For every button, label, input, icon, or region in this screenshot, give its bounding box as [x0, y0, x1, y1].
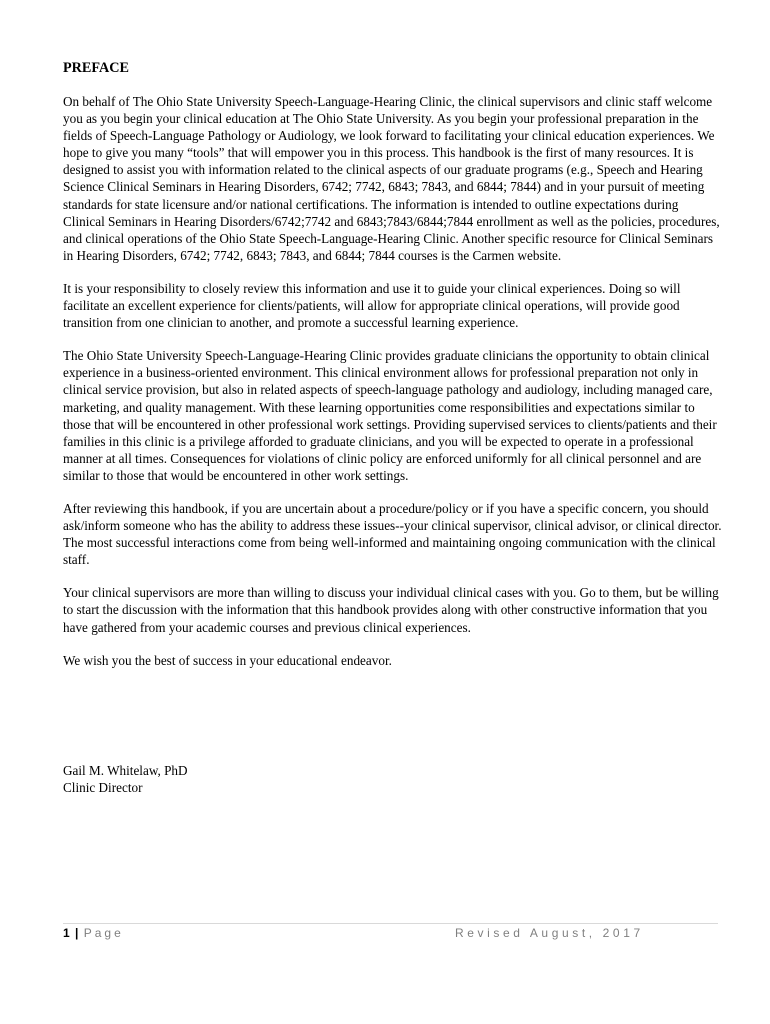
paragraph-welcome: On behalf of The Ohio State University Speech-Language-Hearing Clinic, the clinical supervisors and clinic staff welcome you as you begin your clinical education at The Ohio State University. As you begin your professional preparation in the fields of Speech-Language Pathology or Audiology, we look forward to facilitating your clinical education experiences. We hope to give you many “tools” that will empower you in this process. This handbook is the first of many resources. It is designed to assist you with information related to the clinical aspects of our graduate programs (e.g., Speech and Hearing Science Clinical Seminars in Hearing Disorders, 6742; 7742, 6843; 7843, and 6844; 7844) and in your pursuit of meeting standards for state licensure and/or national certifications. The information is intended to outline expectations during Clinical Seminars in Hearing Disorders/6742;7742 and 6843;7843/6844;7844 enrollment as well as the policies, procedures, and clinical operations of the Ohio State Speech-Language-Hearing Clinic. Another specific resource for Clinical Seminars in Hearing Disorders, 6742; 7742, 6843; 7843, and 6844; 7844 courses is the Carmen website.: [63, 94, 720, 263]
signature-title: Clinic Director: [63, 780, 143, 796]
footer-page-label: Page: [83, 926, 124, 940]
paragraph-supervisors: Your clinical supervisors are more than willing to discuss your individual clinical cases with you. Go to them, but be willing to start the discussion with the information that this handbook provides along with other constructive information that you have gathered from your academic courses and previous clinical experiences.: [63, 585, 719, 635]
paragraph-clinic-environment: The Ohio State University Speech-Language-Hearing Clinic provides graduate clinicians the opportunity to obtain clinical experience in a business-oriented environment. This clinical environment allows for professional preparation not only in clinical service provision, but also in related aspects of speech-language pathology and audiology, including managed care, marketing, and quality management. With these learning opportunities come responsibilities and expectations similar to those that will be encountered in other professional work settings. Providing supervised services to clients/patients and their families in this clinic is a privilege afforded to graduate clinicians, and you will be expected to operate in a professional manner at all times. Consequences for violations of clinic policy are enforced uniformly for all clinical personnel and are similar to those that would be encountered in other work settings.: [63, 348, 717, 483]
footer-separator: |: [75, 926, 79, 940]
paragraph-best-wishes: We wish you the best of success in your educational endeavor.: [63, 652, 392, 668]
footer-page-indicator: [63, 926, 124, 940]
preface-heading: PREFACE: [63, 60, 129, 76]
footer-revision: Revised August, 2017: [455, 926, 644, 940]
footer-page-number: 1: [63, 926, 70, 940]
page-footer: [63, 926, 718, 946]
signature-block: [63, 762, 188, 796]
paragraph-responsibility: It is your responsibility to closely review this information and use it to guide your clinical experiences. Doing so will facilitate an excellent experience for clients/patients, will allow for appropriate clinical operations, will provide good transition from one clinician to another, and promote a successful learning experience.: [63, 280, 681, 331]
signature-name: Gail M. Whitelaw, PhD: [63, 763, 188, 778]
document-body: [63, 58, 723, 669]
footer-divider: [63, 923, 718, 924]
paragraph-after-reviewing: After reviewing this handbook, if you are uncertain about a procedure/policy or if you have a specific concern, you should ask/inform someone who has the ability to address these issues--your clinical supervisor, clinical advisor, or clinical director. The most successful interactions come from being well-informed and maintaining ongoing communication with the clinical staff.: [63, 500, 722, 568]
